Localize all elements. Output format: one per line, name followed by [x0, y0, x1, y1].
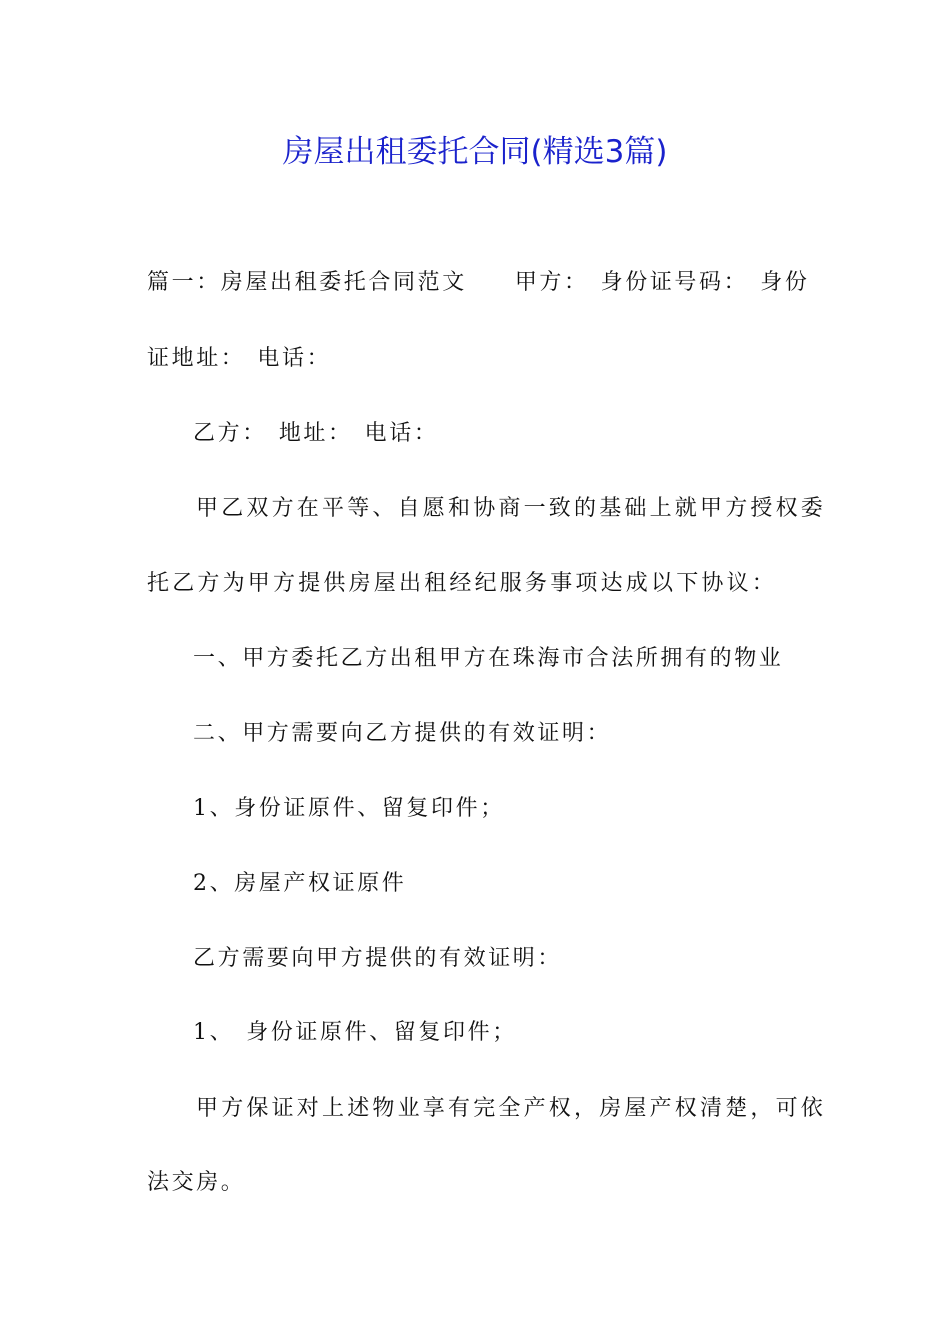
list-item: 1、身份证原件、留复印件；	[193, 796, 505, 821]
party-b-label: 乙方：	[193, 421, 267, 446]
id-address-label-start: 身份	[760, 270, 810, 295]
list-item: 2、房屋产权证原件	[193, 871, 407, 896]
phone-label: 电话：	[364, 421, 439, 446]
document-title: 房屋出租委托合同(精选3篇)	[282, 134, 668, 170]
paragraph-line: 甲乙双方在平等、自愿和协商一致的基础上就甲方授权委	[196, 496, 827, 521]
list-number: 1、	[193, 1020, 235, 1045]
paragraph-line	[147, 344, 331, 374]
id-number-label: 身份证号码：	[600, 270, 749, 295]
paragraph-line: 甲方保证对上述物业享有完全产权，房屋产权清楚，可依	[196, 1096, 827, 1121]
id-address-label-end: 证地址：	[147, 346, 246, 371]
paragraph-line: 托乙方为甲方提供房屋出租经纪服务事项达成以下协议：	[147, 571, 778, 596]
list-item	[193, 1018, 517, 1048]
phone-label: 电话：	[257, 346, 332, 371]
paragraph-line: 二、甲方需要向乙方提供的有效证明：	[193, 721, 612, 746]
paragraph-line	[147, 268, 809, 298]
party-a-label: 甲方：	[514, 270, 589, 295]
paragraph-line	[193, 419, 438, 449]
paragraph-line: 一、甲方委托乙方出租甲方在珠海市合法所拥有的物业	[193, 646, 784, 671]
paragraph-line: 乙方需要向甲方提供的有效证明：	[193, 946, 563, 971]
address-label: 地址：	[278, 421, 353, 446]
section-heading: 篇一：房屋出租委托合同范文	[147, 270, 467, 295]
list-text: 身份证原件、留复印件；	[246, 1020, 517, 1045]
paragraph-line: 法交房。	[147, 1170, 246, 1195]
